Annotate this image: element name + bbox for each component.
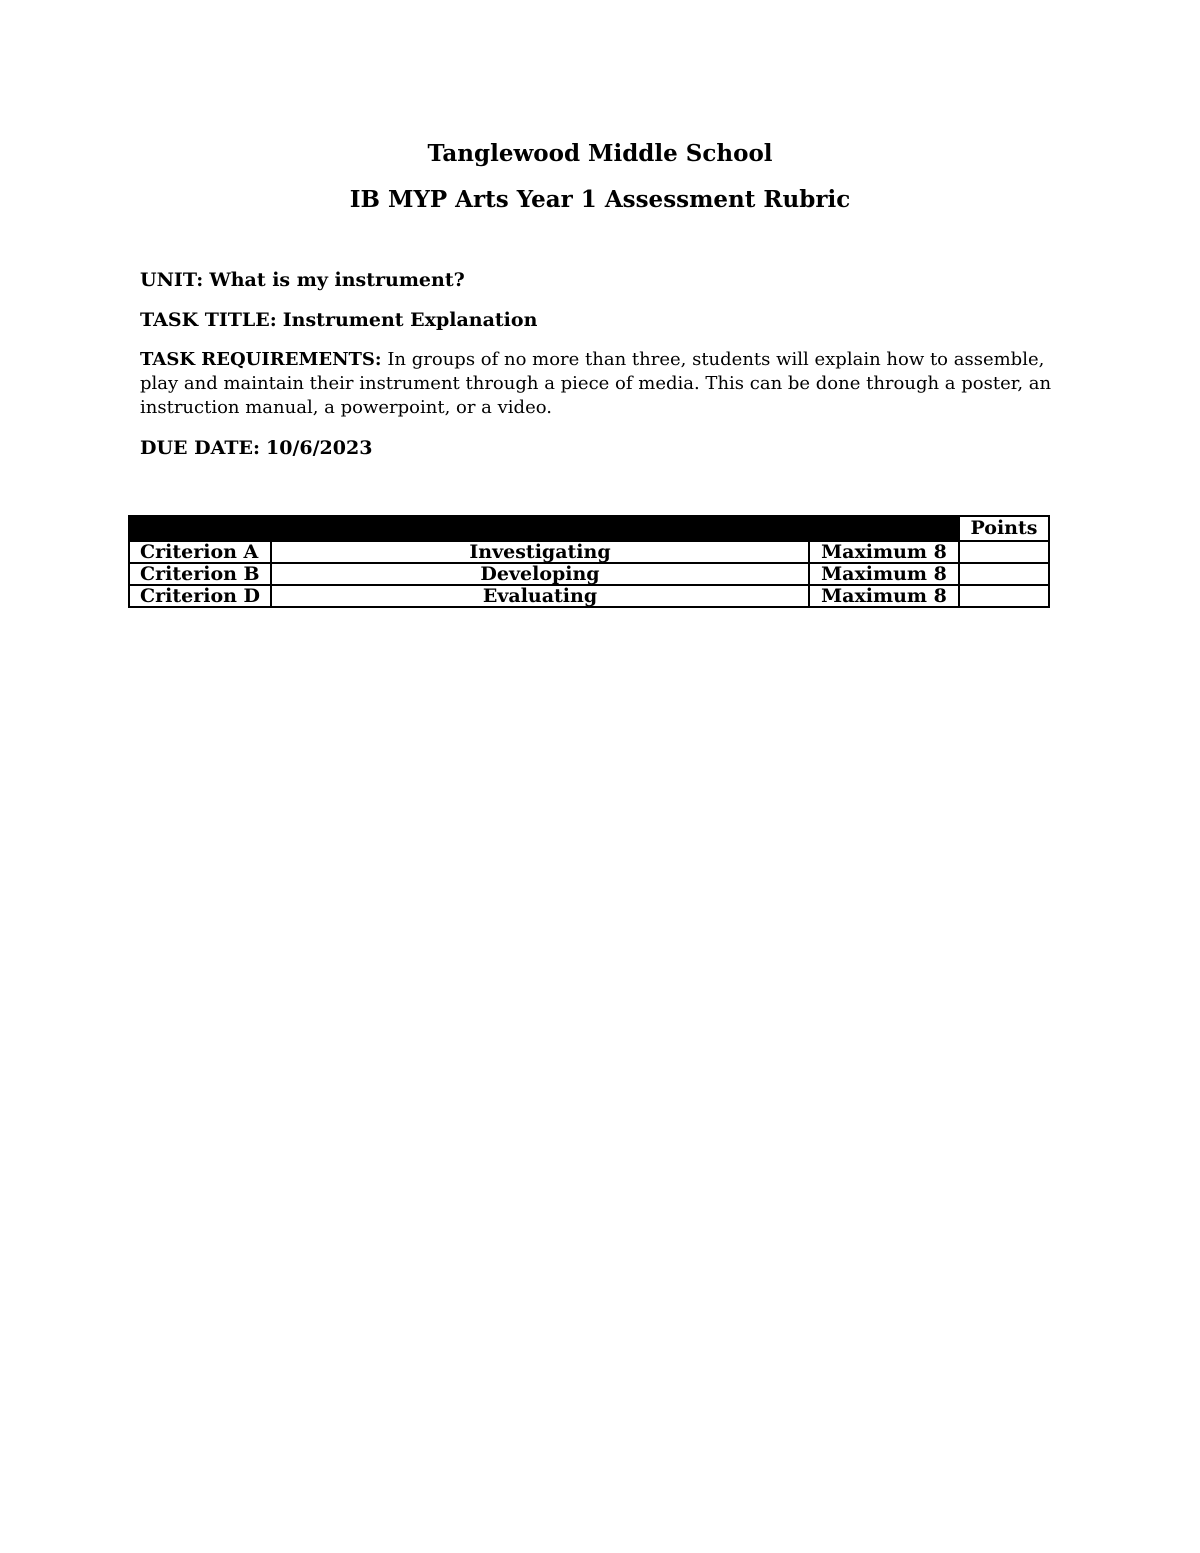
criterion-label: Criterion D (129, 585, 271, 607)
task-requirements (140, 348, 1070, 420)
header-blank-cell (809, 516, 959, 541)
task-title-label: TASK TITLE: (140, 309, 277, 331)
rubric-title: IB MYP Arts Year 1 Assessment Rubric (349, 186, 851, 213)
points-cell[interactable] (959, 563, 1049, 585)
due-date-value: 10/6/2023 (266, 437, 373, 459)
header-blank-cell (129, 516, 271, 541)
unit-label: UNIT: (140, 269, 204, 291)
points-cell[interactable] (959, 585, 1049, 607)
task-requirements-label: TASK REQUIREMENTS: (140, 349, 382, 370)
task-requirements-value: In groups of no more than three, students will explain how to assemble, play and maintain their instrument through a piece of media. This can be done through a poster, an instruction manual, a powerpoint, or a video. (140, 349, 1052, 418)
criterion-name: Investigating (271, 541, 809, 563)
assessment-rubric-table (128, 515, 1050, 608)
criterion-maximum: Maximum 8 (809, 541, 959, 563)
points-header: Points (959, 516, 1049, 541)
table-header-row (129, 516, 1049, 541)
criterion-label: Criterion A (129, 541, 271, 563)
unit-value: What is my instrument? (209, 269, 465, 291)
task-title-value: Instrument Explanation (282, 309, 538, 331)
school-name: Tanglewood Middle School (427, 140, 773, 167)
due-date-line (140, 436, 1070, 460)
criterion-label: Criterion B (129, 563, 271, 585)
points-cell[interactable] (959, 541, 1049, 563)
due-date-label: DUE DATE: (140, 437, 260, 459)
criterion-maximum: Maximum 8 (809, 563, 959, 585)
criterion-maximum: Maximum 8 (809, 585, 959, 607)
table-row (129, 563, 1049, 585)
criterion-name: Evaluating (271, 585, 809, 607)
table-row (129, 585, 1049, 607)
task-title-line (140, 308, 1070, 332)
header-blank-cell (271, 516, 809, 541)
unit-line (140, 268, 1070, 292)
table-row (129, 541, 1049, 563)
criterion-name: Developing (271, 563, 809, 585)
